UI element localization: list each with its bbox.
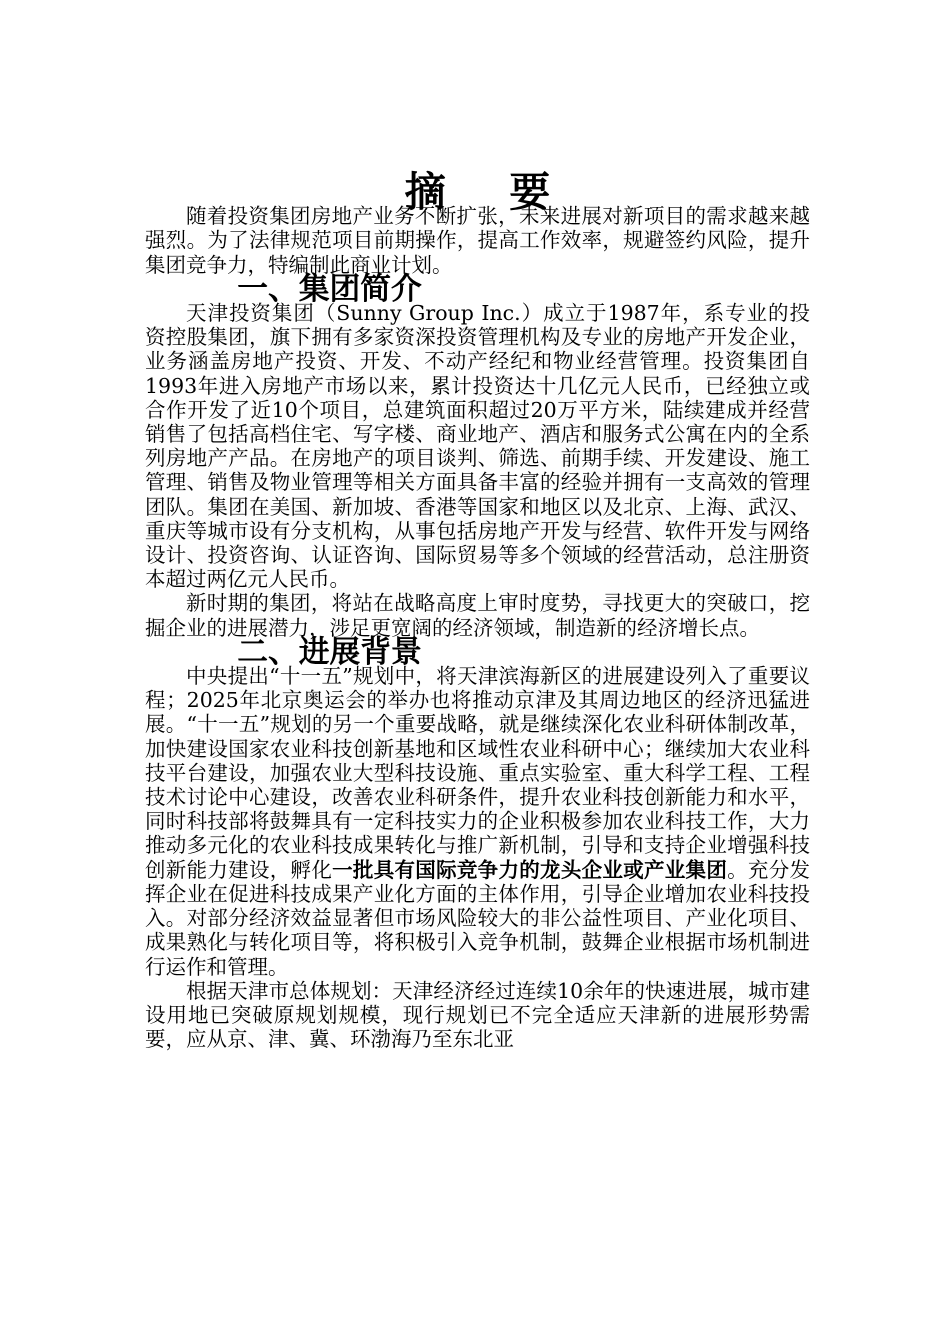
company-profile-paragraph-1: 天津投资集团（Sunny Group Inc.）成立于1987年，系专业的投资控股集团，旗下拥有多家资深投资管理机构及专业的房地产开发企业，业务涵盖房地产投资、开发、不动产经纪和物业经营管理。投资集团自1993年进入房地产市场以来，累计投资达十几亿元人民币，已经独立或合作开发了近10个项目，总建筑面积超过20万平方米，陆续建成并经营销售了包括高档住宅、写字楼、商业地产、酒店和服务式公寓在内的全系列房地产产品。在房地产的项目谈判、筛选、前期手续、开发建设、施工管理、销售及物业管理等相关方面具备丰富的经验并拥有一支高效的管理团队。集团在美国、新加坡、香港等国家和地区以及北京、上海、武汉、重庆等城市设有分支机构，从事包括房地产开发与经营、软件开发与网络设计、投资咨询、认证咨询、国际贸易等多个领域的经营活动，总注册资本超过两亿元人民币。: [145, 301, 810, 592]
section-heading-background: 二、进展背景: [237, 633, 422, 670]
background-paragraph-2: 根据天津市总体规划：天津经济经过连续10余年的快速进展，城市建设用地已突破原规划规模，现行规划已不完全适应天津新的进展形势需要，应从京、津、冀、环渤海乃至东北亚: [145, 978, 810, 1052]
abstract-paragraph: 随着投资集团房地产业务不断扩张，未来进展对新项目的需求越来越强烈。为了法律规范项目前期操作，提高工作效率，规避签约风险，提升集团竞争力，特编制此商业计划。: [145, 204, 810, 277]
background-text-before-emphasis: 中央提出“十一五”规划中，将天津滨海新区的进展建设列入了重要议程；2025年北京奥运会的举办也将推动京津及其周边地区的经济迅猛进展。“十一五”规划的另一个重要战略，就是继续深化农业科研体制改革，加快建设国家农业科技创新基地和区域性农业科研中心；继续加大农业科技平台建设，加强农业大型科技设施、重点实验室、重大科学工程、工程技术讨论中心建设，改善农业科研条件，提升农业科技创新能力和水平，同时科技部将鼓舞具有一定科技实力的企业积极参加农业科技工作，大力推动多元化的农业科技成果转化与推广新机制，引导和支持企业增强科技创新能力建设，孵化: [145, 664, 810, 882]
section-heading-company-profile: 一、集团简介: [237, 270, 422, 307]
document-page: [145, 168, 811, 1052]
background-emphasis-text: 一批具有国际竞争力的龙头企业或产业集团: [332, 857, 728, 882]
background-text-after-emphasis: 。充分发挥企业在促进科技成果产业化方面的主体作用，引导企业增加农业科技投入。对部分经济效益显著但市场风险较大的非公益性项目、产业化项目、成果熟化与转化项目等，将积极引入竞争机制，鼓舞企业根据市场机制进行运作和管理。: [145, 857, 811, 979]
background-paragraph-1: [145, 664, 810, 979]
company-profile-paragraph-2: 新时期的集团，将站在战略高度上审时度势，寻找更大的突破口，挖掘企业的进展潜力，涉足更宽阔的经济领域，制造新的经济增长点。: [145, 591, 810, 640]
document-title: 摘 要: [404, 168, 575, 216]
